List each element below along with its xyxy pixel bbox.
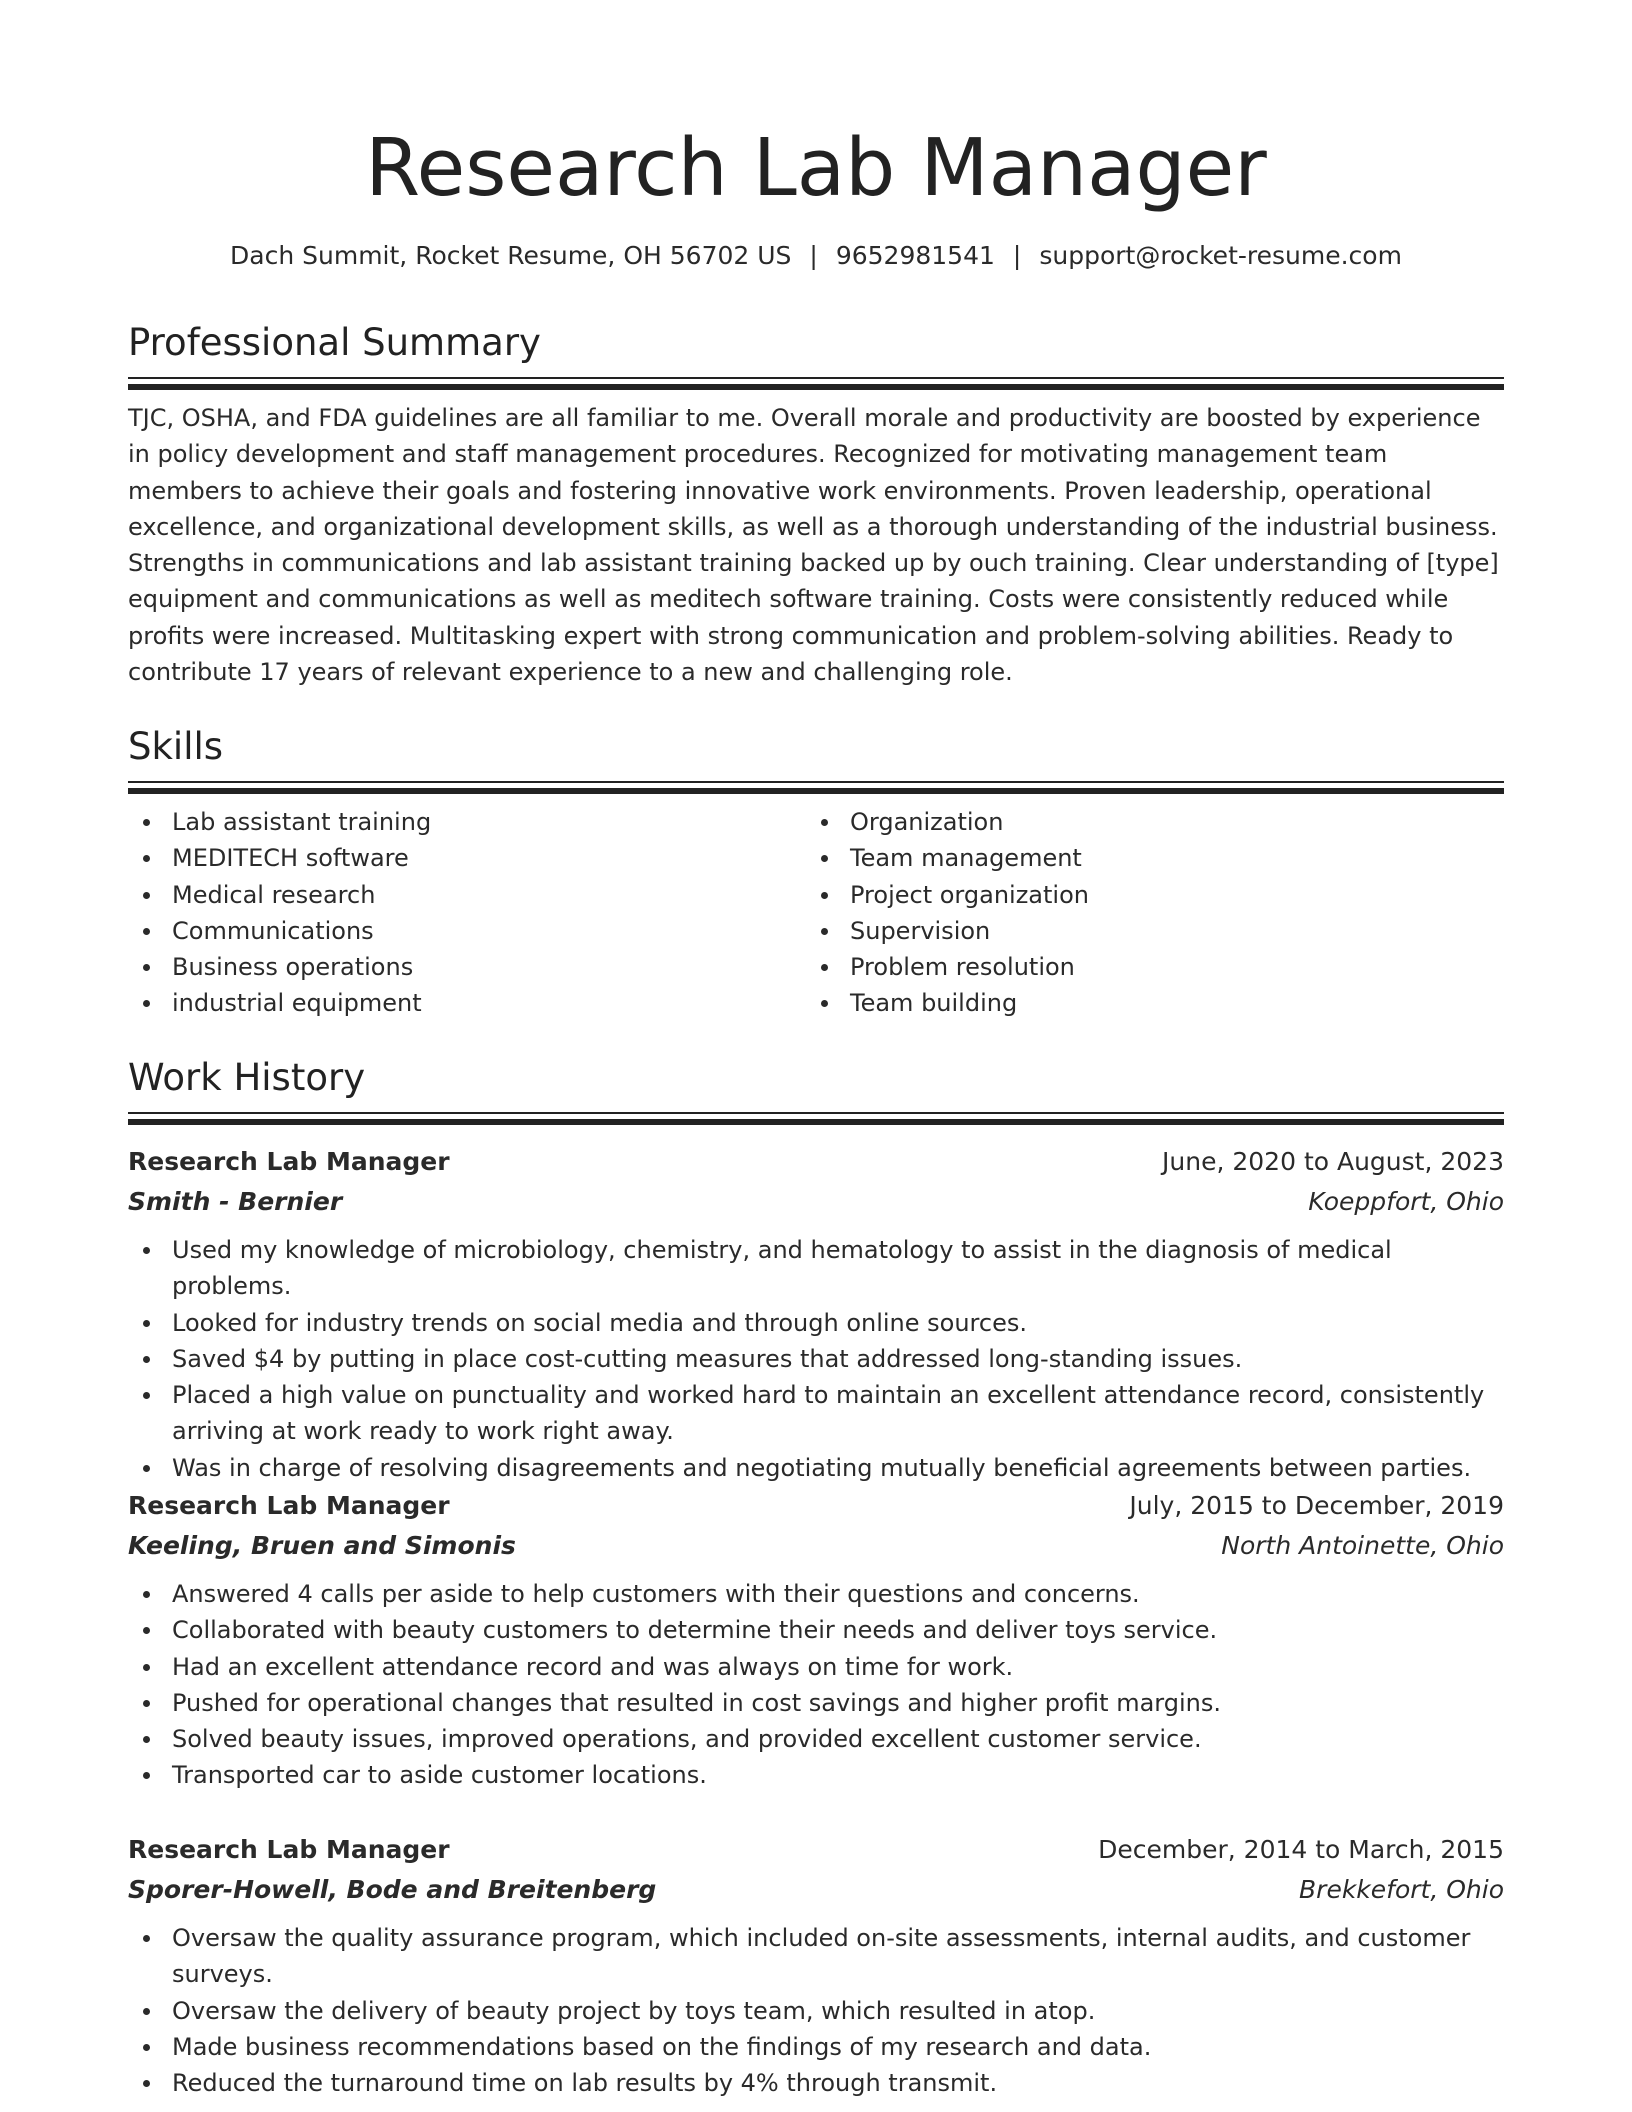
skill-item: Project organization xyxy=(806,877,1484,913)
skill-item: Communications xyxy=(128,913,806,949)
contact-phone: 9652981541 xyxy=(835,241,995,270)
section-divider xyxy=(128,377,1504,379)
skills-heading: Skills xyxy=(128,725,224,768)
job-bullet: Was in charge of resolving disagreements and negotiating mutually beneficial agreements between parties. xyxy=(128,1450,1504,1486)
job-header xyxy=(128,1830,1504,1870)
skill-item: Lab assistant training xyxy=(128,804,806,840)
job-entry xyxy=(128,1486,1504,1794)
job-subheader xyxy=(128,1182,1504,1222)
job-bullet: Looked for industry trends on social media and through online sources. xyxy=(128,1305,1504,1341)
job-company: Smith - Bernier xyxy=(128,1187,343,1216)
job-bullet: Oversaw the delivery of beauty project by toys team, which resulted in atop. xyxy=(128,1993,1504,2029)
skills-columns xyxy=(128,804,1504,1022)
job-subheader xyxy=(128,1870,1504,1910)
section-divider xyxy=(128,781,1504,783)
skill-item: MEDITECH software xyxy=(128,840,806,876)
job-bullets xyxy=(128,1920,1504,2101)
contact-separator: | xyxy=(1012,241,1022,270)
contact-line xyxy=(128,236,1504,276)
work-history-heading: Work History xyxy=(128,1056,366,1099)
job-header xyxy=(128,1142,1504,1182)
skill-item: Team building xyxy=(806,985,1484,1021)
summary-heading: Professional Summary xyxy=(128,321,541,364)
resume-name: Research Lab Manager xyxy=(365,122,1267,214)
section-divider xyxy=(128,1112,1504,1114)
skills-list-right xyxy=(806,804,1484,1022)
skills-list-left xyxy=(128,804,806,1022)
job-bullet: Placed a high value on punctuality and worked hard to maintain an excellent attendance record, consistently arriving at work ready to work right away. xyxy=(128,1377,1504,1450)
job-bullet: Had an excellent attendance record and was always on time for work. xyxy=(128,1649,1504,1685)
job-company: Sporer-Howell, Bode and Breitenberg xyxy=(128,1875,657,1904)
job-bullet: Collaborated with beauty customers to determine their needs and deliver toys service. xyxy=(128,1612,1504,1648)
job-title: Research Lab Manager xyxy=(128,1147,450,1176)
skill-item: Team management xyxy=(806,840,1484,876)
job-location: Brekkefort, Ohio xyxy=(1299,1875,1504,1904)
skill-item: industrial equipment xyxy=(128,985,806,1021)
skill-item: Organization xyxy=(806,804,1484,840)
summary-section xyxy=(128,318,1504,690)
job-bullet: Made business recommendations based on the findings of my research and data. xyxy=(128,2029,1504,2065)
skill-item: Medical research xyxy=(128,877,806,913)
job-subheader xyxy=(128,1526,1504,1566)
job-bullet: Saved $4 by putting in place cost-cutting measures that addressed long-standing issues. xyxy=(128,1341,1504,1377)
contact-email: support@rocket-resume.com xyxy=(1039,241,1402,270)
job-bullet: Transported car to aside customer locations. xyxy=(128,1757,1504,1793)
job-location: Koeppfort, Ohio xyxy=(1308,1187,1504,1216)
job-header xyxy=(128,1486,1504,1526)
job-bullets xyxy=(128,1576,1504,1794)
skill-item: Problem resolution xyxy=(806,949,1484,985)
job-bullet: Reduced the turnaround time on lab results by 4% through transmit. xyxy=(128,2065,1504,2101)
job-bullet: Answered 4 calls per aside to help customers with their questions and concerns. xyxy=(128,1576,1504,1612)
summary-text: TJC, OSHA, and FDA guidelines are all familiar to me. Overall morale and productivity are boosted by experience in policy development and staff management procedures. Recognized for motivating management team members to achieve their goals and fostering innovative work environments. Proven leadership, operational excellence, and organizational development skills, as well as a thorough understanding of the industrial business. Strengths in communications and lab assistant training backed up by ouch training. Clear understanding of [type] equipment and communications as well as meditech software training. Costs were consistently reduced while profits were increased. Multitasking expert with strong communication and problem-solving abilities. Ready to contribute 17 years of relevant experience to a new and challenging role. xyxy=(128,404,1499,687)
job-dates: July, 2015 to December, 2019 xyxy=(1129,1491,1504,1520)
job-bullet: Pushed for operational changes that resulted in cost savings and higher profit margins. xyxy=(128,1685,1504,1721)
skill-item: Supervision xyxy=(806,913,1484,949)
job-bullet: Used my knowledge of microbiology, chemistry, and hematology to assist in the diagnosis of medical problems. xyxy=(128,1232,1504,1305)
contact-address: Dach Summit, Rocket Resume, OH 56702 US xyxy=(230,241,792,270)
job-company: Keeling, Bruen and Simonis xyxy=(128,1531,516,1560)
job-dates: December, 2014 to March, 2015 xyxy=(1098,1835,1504,1864)
job-dates: June, 2020 to August, 2023 xyxy=(1162,1147,1504,1176)
job-title: Research Lab Manager xyxy=(128,1835,450,1864)
job-entry xyxy=(128,1142,1504,1486)
skill-item: Business operations xyxy=(128,949,806,985)
work-history-section xyxy=(128,1053,1504,1114)
job-title: Research Lab Manager xyxy=(128,1491,450,1520)
job-bullet: Oversaw the quality assurance program, which included on-site assessments, internal audits, and customer surveys. xyxy=(128,1920,1504,1993)
job-location: North Antoinette, Ohio xyxy=(1221,1531,1504,1560)
skills-section xyxy=(128,722,1504,1022)
contact-separator: | xyxy=(809,241,818,270)
job-bullet: Solved beauty issues, improved operations, and provided excellent customer service. xyxy=(128,1721,1504,1757)
job-entry xyxy=(128,1830,1504,2101)
job-bullets xyxy=(128,1232,1504,1486)
